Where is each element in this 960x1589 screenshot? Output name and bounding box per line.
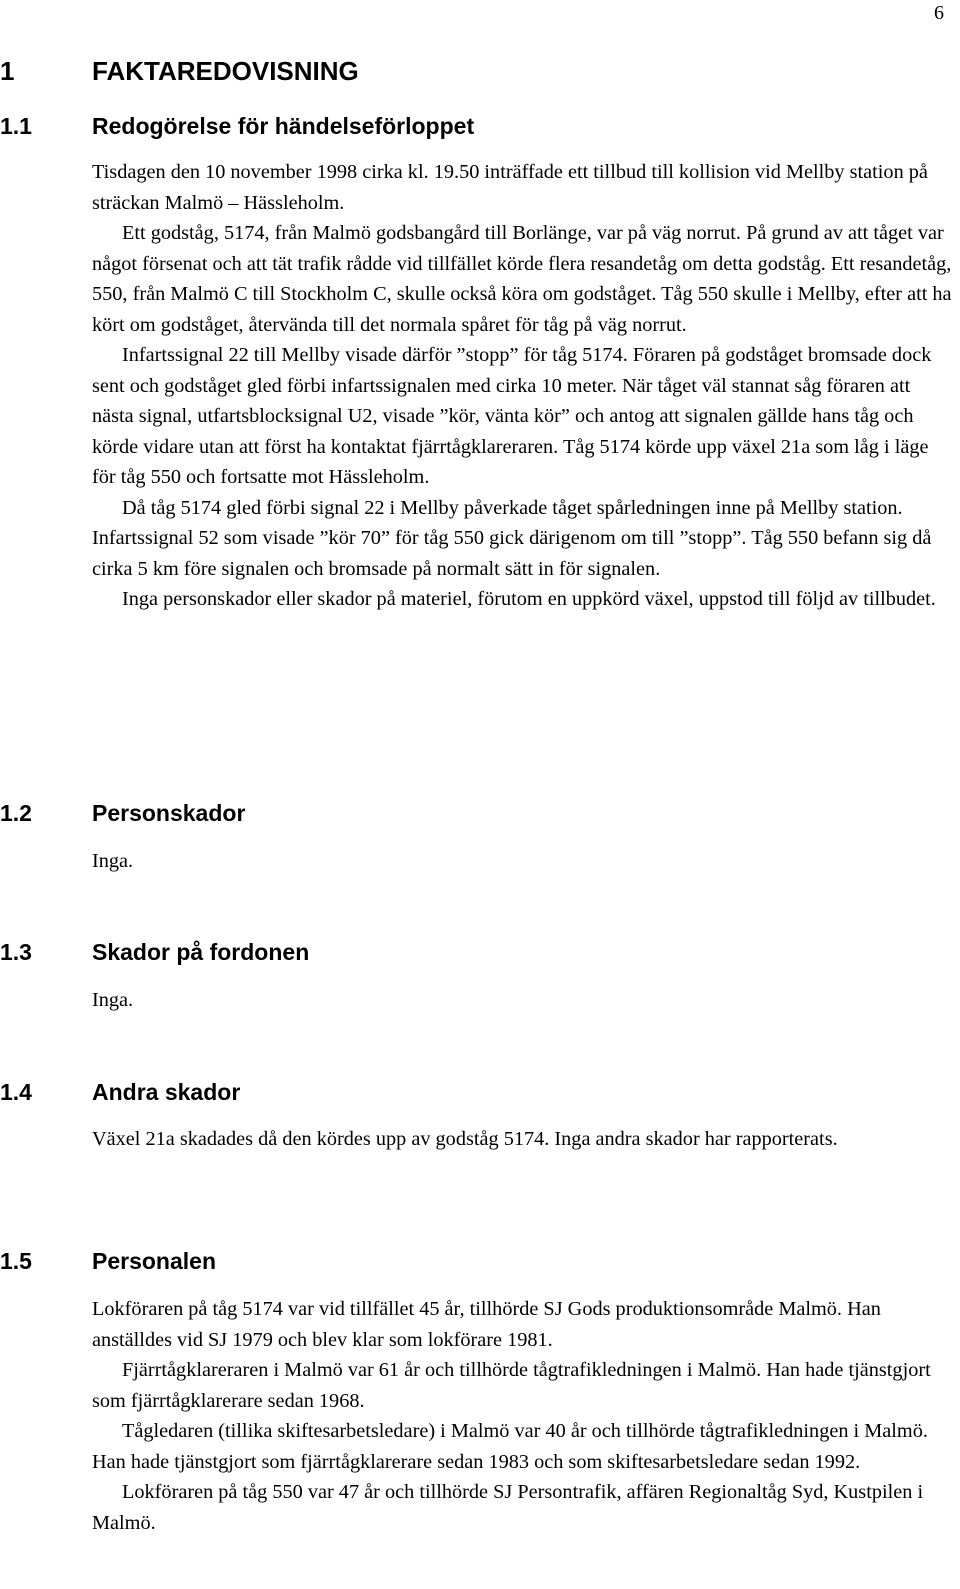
page-number: 6 [934, 2, 944, 24]
paragraph: Växel 21a skadades då den kördes upp av godståg 5174. Inga andra skador har rapporterats. [92, 1128, 838, 1150]
paragraph: Tisdagen den 10 november 1998 cirka kl. 19.50 inträffade ett tillbud till kollision vid Mellby station på sträckan Malmö – Hässleholm. [92, 161, 928, 214]
section-body-1-5 [92, 1294, 954, 1538]
paragraph: Fjärrtågklareraren i Malmö var 61 år och tillhörde tågtrafikledningen i Malmö. Han hade tjänstgjort som fjärrtågklarerare sedan 1968. [92, 1359, 931, 1412]
section-body-1-1 [92, 157, 954, 615]
chapter-title: FAKTAREDOVISNING [92, 56, 359, 86]
paragraph: Inga. [92, 989, 134, 1011]
section-title: Andra skador [92, 1079, 241, 1105]
paragraph: Inga. [92, 850, 134, 872]
section-title: Personalen [92, 1248, 216, 1274]
paragraph: Infartssignal 22 till Mellby visade därför ”stopp” för tåg 5174. Föraren på godståget bromsade dock sent och godståget gled förbi infartssignalen med cirka 10 meter. När tåget väl stannat såg föraren att nästa signal, utfartsblocksignal U2, visade ”kör, vänta kör” och antog att signalen gällde hans tåg och körde vidare utan att först ha kontaktat fjärrtågklareraren. Tåg 5174 körde upp växel 21a som låg i läge för tåg 550 och fortsatte mot Hässleholm. [92, 344, 932, 488]
section-body-1-3 [92, 985, 954, 1016]
section-number: 1.3 [0, 939, 32, 965]
chapter-number: 1 [0, 56, 15, 86]
section-number: 1.4 [0, 1079, 32, 1105]
section-body-1-4 [92, 1124, 954, 1155]
paragraph: Ett godståg, 5174, från Malmö godsbangård till Borlänge, var på väg norrut. På grund av att tåget var något försenat och att tät trafik rådde vid tillfället körde flera resandetåg om detta godståg. Ett resandetåg, 550, från Malmö C till Stockholm C, skulle också köra om godståget. Tåg 550 skulle i Mellby, efter att ha kört om godståget, återvända till det normala spåret för tåg på väg norrut. [92, 222, 952, 336]
section-number: 1.5 [0, 1248, 32, 1274]
paragraph: Då tåg 5174 gled förbi signal 22 i Mellby påverkade tåget spårledningen inne på Mellby station. Infartssignal 52 som visade ”kör 70” för tåg 550 gick därigenom om till ”stopp”. Tåg 550 befann sig då cirka 5 km före signalen och bromsade på normalt sätt in för signalen. [92, 496, 932, 580]
section-title: Redogörelse för händelseförloppet [92, 113, 475, 139]
paragraph: Lokföraren på tåg 550 var 47 år och tillhörde SJ Persontrafik, affären Regionaltåg Syd, Kustpilen i Malmö. [92, 1481, 924, 1534]
section-body-1-2 [92, 846, 954, 877]
paragraph: Inga personskador eller skador på materiel, förutom en uppkörd växel, uppstod till följd av tillbudet. [122, 588, 936, 610]
section-title: Personskador [92, 800, 246, 826]
paragraph: Tågledaren (tillika skiftesarbetsledare) i Malmö var 40 år och tillhörde tågtrafikledningen i Malmö. Han hade tjänstgjort som fjärrtågklarerare sedan 1983 och som skiftesarbetsledare sedan 1992. [92, 1420, 928, 1473]
section-title: Skador på fordonen [92, 939, 310, 965]
paragraph: Lokföraren på tåg 5174 var vid tillfället 45 år, tillhörde SJ Gods produktionsområde Malmö. Han anställdes vid SJ 1979 och blev klar som lokförare 1981. [92, 1298, 881, 1351]
section-number: 1.2 [0, 800, 32, 826]
section-number: 1.1 [0, 113, 32, 139]
